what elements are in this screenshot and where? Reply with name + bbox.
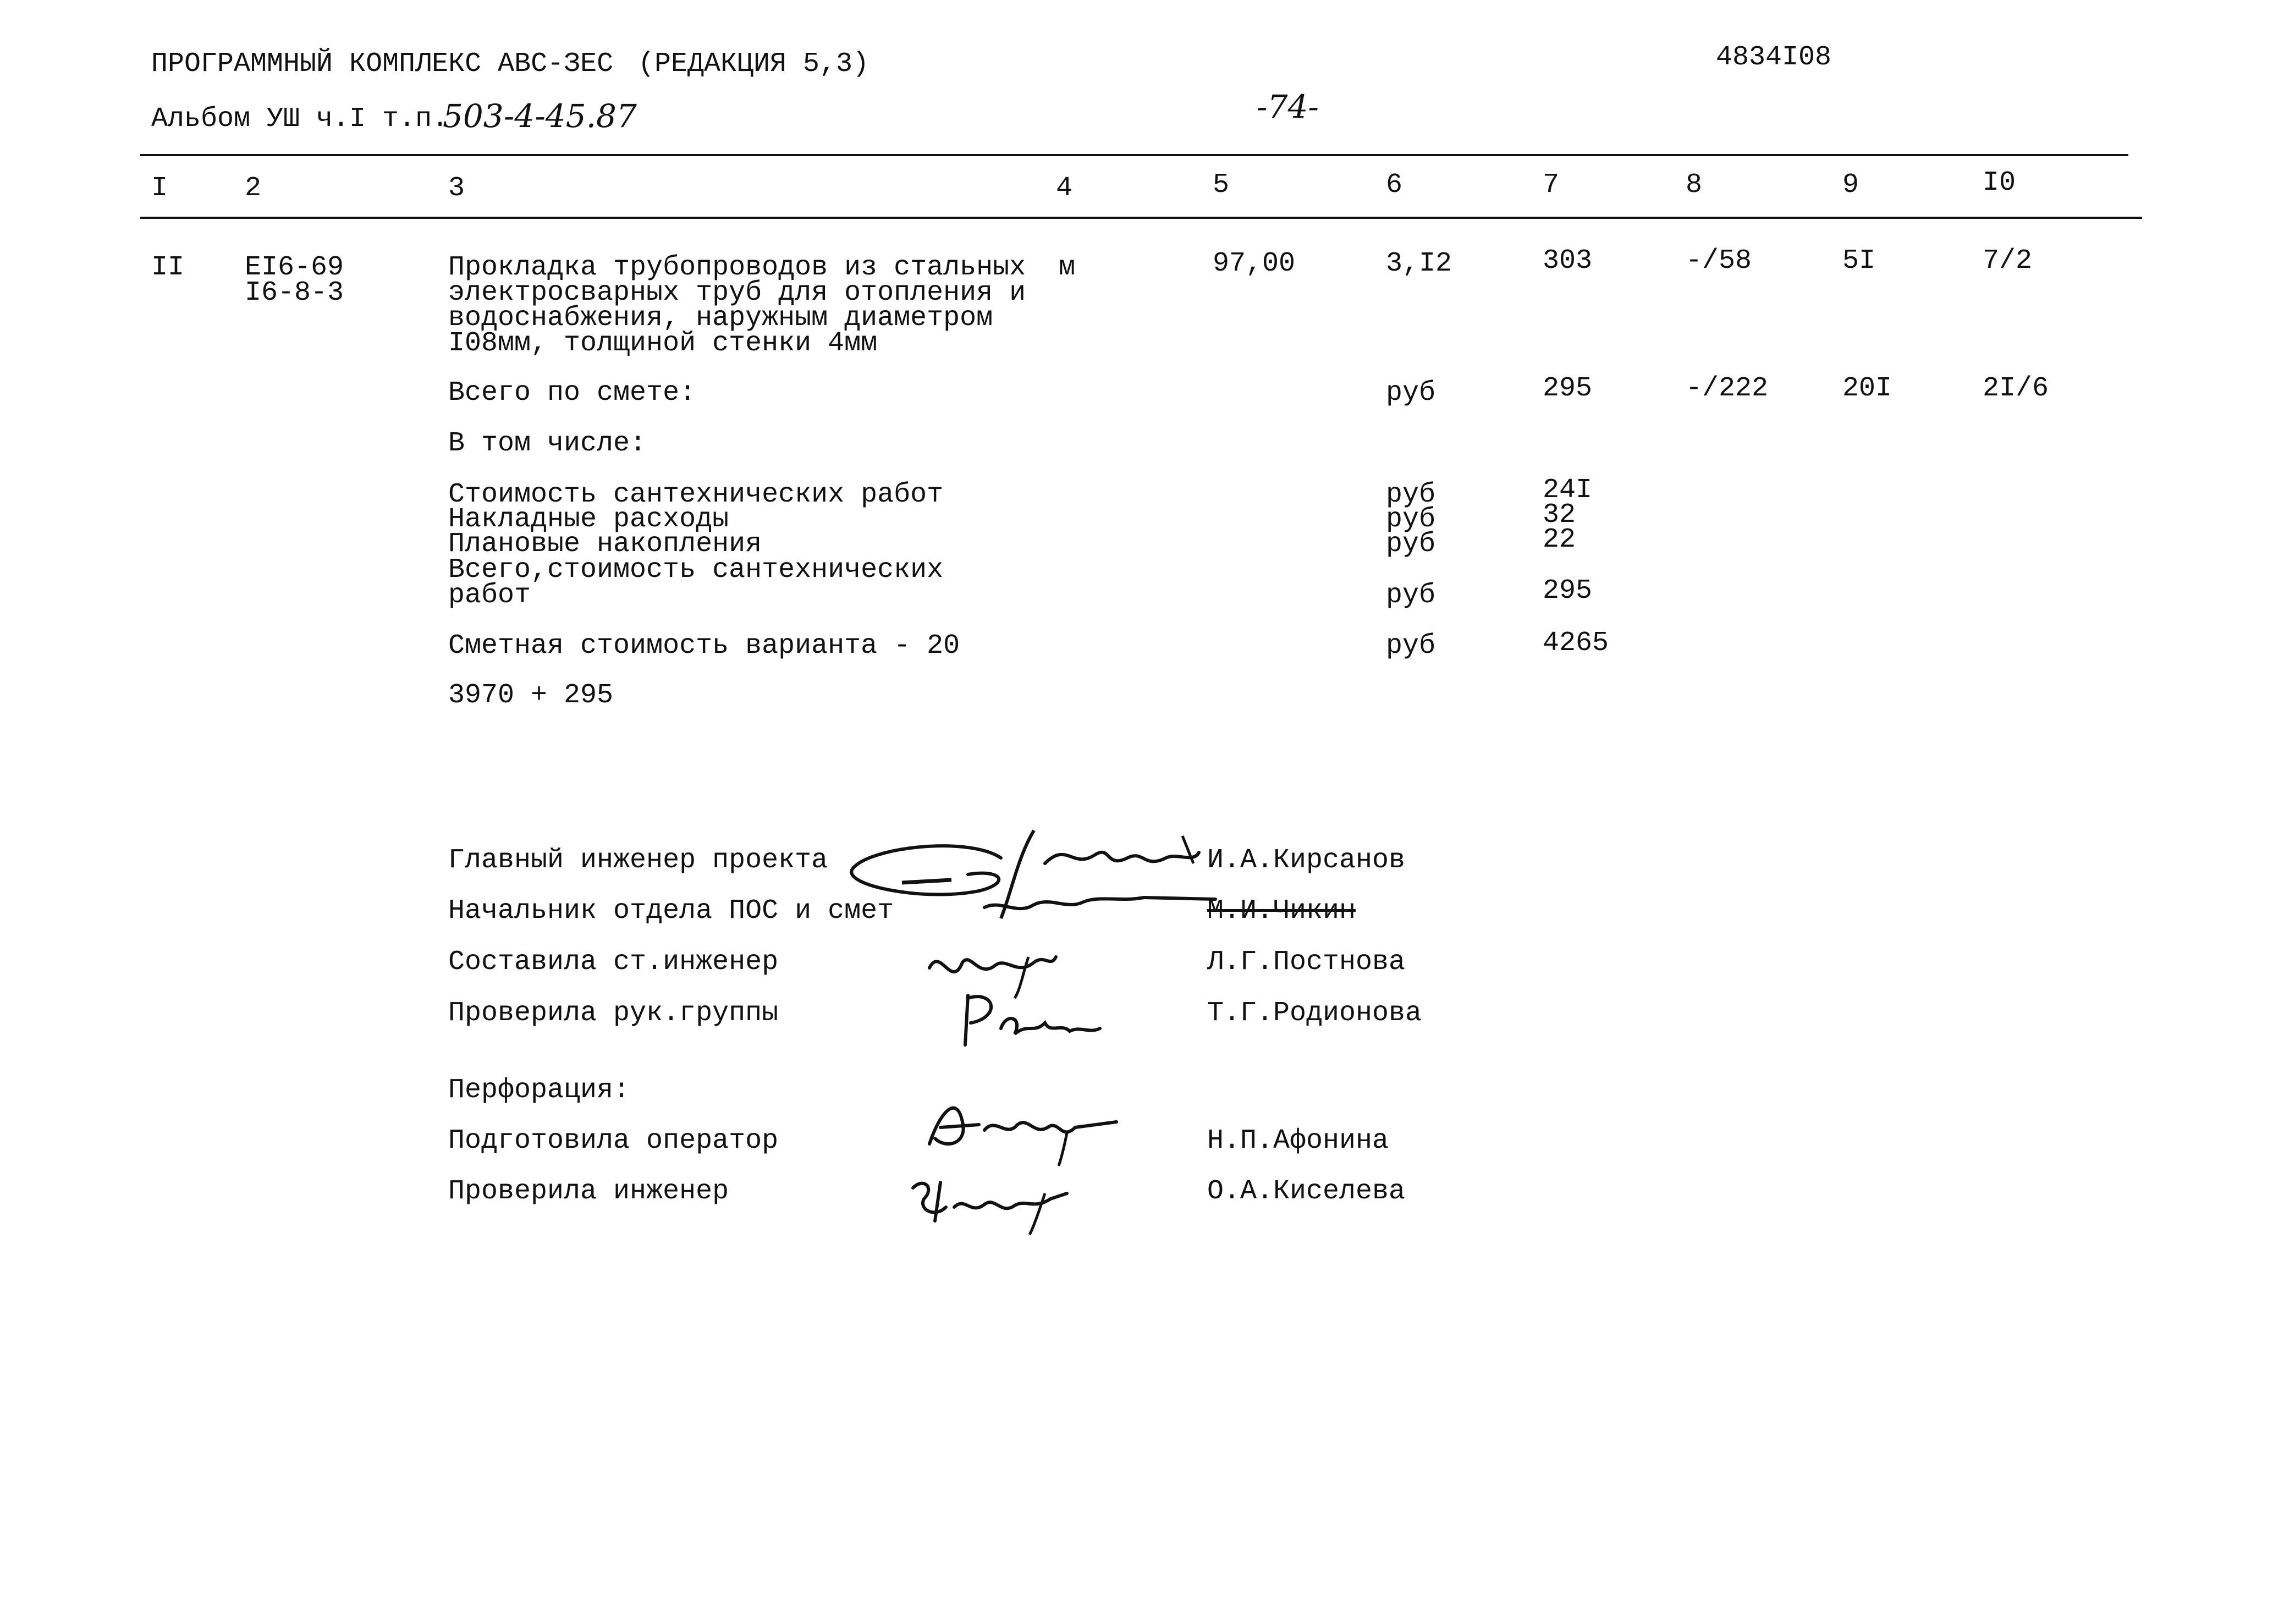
signatory-name: Н.П.Афонина [1207, 1125, 1389, 1157]
breakdown-label: Стоимость сантехнических работ [448, 479, 944, 510]
column-header-6: 6 [1386, 169, 1403, 201]
row-number: II [151, 252, 185, 283]
col8-cell: -/58 [1686, 245, 1752, 277]
signatory-name: Т.Г.Родионова [1207, 998, 1422, 1029]
breakdown-label: Плановые накопления [448, 529, 762, 560]
total-col10: 2I/6 [1983, 373, 2049, 404]
header-bottom-rule [140, 217, 2142, 219]
variant-label: Сметная стоимость варианта - 20 [448, 630, 960, 662]
breakdown-value: 295 [1543, 575, 1593, 607]
breakdown-unit: руб [1386, 529, 1436, 560]
column-header-5: 5 [1213, 169, 1230, 201]
breakdown-label: Накладные расходы [448, 504, 729, 535]
work-description-line: водоснабжения, наружным диаметром [448, 302, 993, 334]
norm-code-1: EI6-69 [245, 252, 344, 283]
variant-unit: руб [1386, 630, 1436, 662]
page-number: -74- [1257, 88, 1319, 125]
program-title: ПРОГРАММНЫЙ КОМПЛЕКС АВС-ЗЕС [151, 48, 614, 80]
cost-cell: 303 [1543, 245, 1593, 277]
work-description-line: I08мм, толщиной стенки 4мм [448, 328, 878, 359]
edition-label: (РЕДАКЦИЯ 5,3) [638, 48, 869, 80]
signatory-name: О.А.Киселева [1207, 1176, 1406, 1207]
work-description-line: электросварных труб для отопления и [448, 277, 1026, 309]
column-header-7: 7 [1543, 169, 1560, 201]
column-header-8: 8 [1686, 169, 1703, 201]
col9-cell: 5I [1842, 245, 1876, 277]
breakdown-label-cont: работ [448, 580, 531, 611]
unit-cell: м [1059, 252, 1076, 283]
column-header-4: 4 [1056, 173, 1073, 204]
column-header-9: 9 [1842, 169, 1859, 201]
total-cost: 295 [1543, 373, 1593, 404]
unit-price-cell: 3,I2 [1386, 248, 1452, 279]
formula: 3970 + 295 [448, 680, 614, 711]
breakdown-label: Всего,стоимость сантехнических [448, 554, 944, 586]
signatory-role: Проверила рук.группы [448, 998, 779, 1029]
norm-code-2: I6-8-3 [245, 277, 344, 309]
column-header-1: I [151, 173, 168, 204]
work-description-line: Прокладка трубопроводов из стальных [448, 252, 1026, 283]
signature-rodionova-graphic [951, 984, 1111, 1056]
total-col8: -/222 [1686, 373, 1769, 404]
album-number: 503-4-45.87 [443, 97, 637, 135]
signatory-role: Подготовила оператор [448, 1125, 779, 1157]
header-top-rule [140, 154, 2128, 156]
breakdown-value: 24I [1543, 475, 1593, 506]
document-code: 4834I08 [1716, 42, 1832, 73]
including-label: В том числе: [448, 428, 647, 459]
variant-value: 4265 [1543, 627, 1609, 659]
total-col9: 20I [1842, 373, 1892, 404]
signature-afonina-graphic [918, 1089, 1127, 1171]
signatory-name: Л.Г.Постнова [1207, 946, 1406, 978]
signatory-role: Проверила инженер [448, 1176, 729, 1207]
signatory-name: М.И.Чикин [1207, 895, 1356, 927]
perforation-label: Перфорация: [448, 1075, 630, 1106]
column-header-10: I0 [1983, 167, 2016, 199]
signature-kiseleva-graphic [902, 1166, 1078, 1237]
signatory-role: Начальник отдела ПОС и смет [448, 895, 894, 927]
col10-cell: 7/2 [1983, 245, 2033, 277]
total-label: Всего по смете: [448, 377, 696, 409]
total-unit: руб [1386, 377, 1436, 409]
breakdown-unit: руб [1386, 504, 1436, 535]
signature-chief-engineer-graphic [836, 825, 1232, 935]
column-header-2: 2 [245, 173, 262, 204]
signatory-role: Главный инженер проекта [448, 845, 828, 876]
column-header-3: 3 [448, 173, 465, 204]
quantity-cell: 97,00 [1213, 248, 1296, 279]
signatory-name: И.А.Кирсанов [1207, 845, 1406, 876]
breakdown-unit: руб [1386, 479, 1436, 510]
signatory-role: Составила ст.инженер [448, 946, 779, 978]
breakdown-unit: руб [1386, 580, 1436, 611]
album-label: Альбом УШ ч.I т.п. [151, 103, 449, 135]
breakdown-value: 32 [1543, 499, 1576, 531]
breakdown-value: 22 [1543, 524, 1576, 555]
